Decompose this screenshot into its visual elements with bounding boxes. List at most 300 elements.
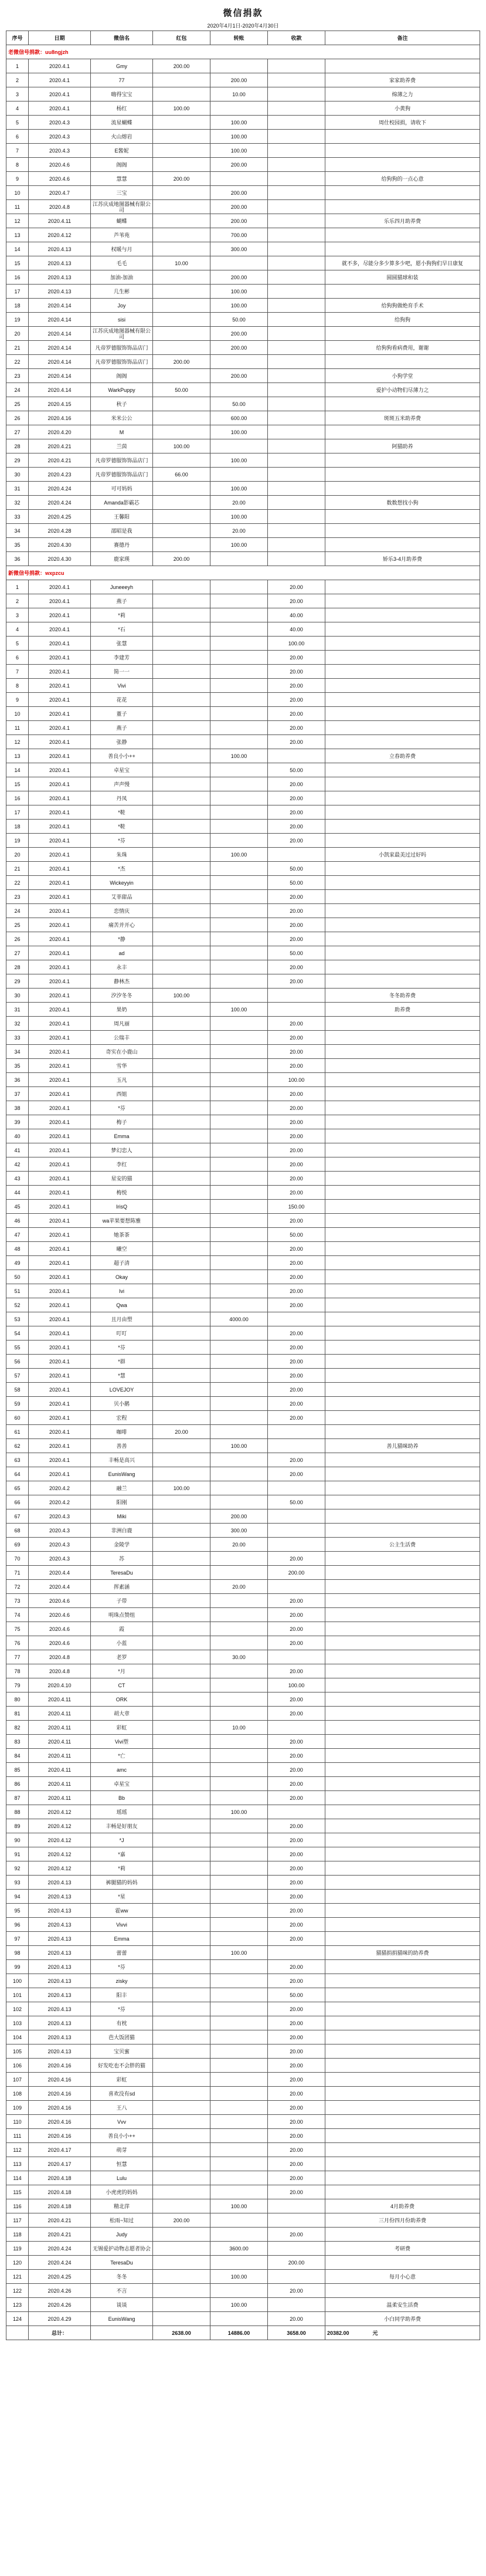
cell-index: 17 bbox=[6, 805, 29, 820]
table-row bbox=[6, 2115, 480, 2129]
cell-note: 小黄狗 bbox=[325, 101, 480, 116]
cell-wechat-name: 邵昭是我 bbox=[91, 524, 153, 538]
table-row bbox=[6, 1664, 480, 1678]
cell-index: 32 bbox=[6, 1017, 29, 1031]
cell-payment bbox=[268, 341, 325, 355]
cell-wechat-name: 周凡丽 bbox=[91, 1017, 153, 1031]
table-row bbox=[6, 468, 480, 482]
cell-payment bbox=[268, 1003, 325, 1017]
cell-note bbox=[325, 735, 480, 749]
cell-note bbox=[325, 1988, 480, 2002]
cell-wechat-name: 赛德丹 bbox=[91, 538, 153, 552]
cell-index: 10 bbox=[6, 707, 29, 721]
cell-wechat-name: IrisQ bbox=[91, 1200, 153, 1214]
cell-red-packet bbox=[153, 1129, 210, 1143]
table-row bbox=[6, 2312, 480, 2326]
cell-note bbox=[325, 1326, 480, 1341]
cell-index: 57 bbox=[6, 1369, 29, 1383]
cell-index: 46 bbox=[6, 1214, 29, 1228]
cell-red-packet bbox=[153, 2185, 210, 2199]
table-row bbox=[6, 411, 480, 425]
cell-payment: 50.00 bbox=[268, 1228, 325, 1242]
cell-payment: 20.00 bbox=[268, 2129, 325, 2143]
cell-note bbox=[325, 1242, 480, 1256]
cell-index: 124 bbox=[6, 2312, 29, 2326]
cell-note bbox=[325, 651, 480, 665]
cell-date: 2020.4.1 bbox=[29, 1157, 91, 1172]
cell-transfer bbox=[210, 1749, 268, 1763]
cell-note: 给狗狗的一点心意 bbox=[325, 172, 480, 186]
cell-transfer: 100.00 bbox=[210, 1805, 268, 1819]
cell-wechat-name: 萌芽 bbox=[91, 2143, 153, 2157]
cell-payment: 20.00 bbox=[268, 2101, 325, 2115]
cell-note bbox=[325, 130, 480, 144]
cell-wechat-name: 阁阁 bbox=[91, 369, 153, 383]
cell-payment bbox=[268, 552, 325, 566]
table-row bbox=[6, 1312, 480, 1326]
cell-transfer: 200.00 bbox=[210, 158, 268, 172]
cell-payment: 20.00 bbox=[268, 1143, 325, 1157]
cell-red-packet bbox=[153, 1524, 210, 1538]
cell-payment: 20.00 bbox=[268, 735, 325, 749]
cell-note bbox=[325, 1411, 480, 1425]
cell-note bbox=[325, 285, 480, 299]
cell-red-packet bbox=[153, 1721, 210, 1735]
cell-wechat-name: CT bbox=[91, 1678, 153, 1692]
cell-date: 2020.4.14 bbox=[29, 369, 91, 383]
table-row bbox=[6, 1819, 480, 1833]
cell-payment: 20.00 bbox=[268, 1397, 325, 1411]
cell-wechat-name: 卓星宝 bbox=[91, 1777, 153, 1791]
cell-date: 2020.4.13 bbox=[29, 2044, 91, 2059]
cell-note bbox=[325, 974, 480, 989]
table-row bbox=[6, 848, 480, 862]
cell-red-packet bbox=[153, 721, 210, 735]
table-row bbox=[6, 1988, 480, 2002]
cell-wechat-name: 几生彬 bbox=[91, 285, 153, 299]
cell-transfer bbox=[210, 580, 268, 594]
cell-date: 2020.4.2 bbox=[29, 1481, 91, 1495]
cell-red-packet bbox=[153, 313, 210, 327]
cell-red-packet bbox=[153, 1594, 210, 1608]
cell-transfer bbox=[210, 101, 268, 116]
cell-date: 2020.4.1 bbox=[29, 1284, 91, 1298]
cell-index: 29 bbox=[6, 453, 29, 468]
table-row bbox=[6, 1721, 480, 1735]
cell-date: 2020.4.13 bbox=[29, 1946, 91, 1960]
cell-red-packet bbox=[153, 1847, 210, 1861]
cell-index: 80 bbox=[6, 1692, 29, 1707]
table-row bbox=[6, 1073, 480, 1087]
cell-date: 2020.4.14 bbox=[29, 327, 91, 341]
cell-payment bbox=[268, 1721, 325, 1735]
cell-payment: 20.00 bbox=[268, 2143, 325, 2157]
cell-note: 娇乐3-4月助养费 bbox=[325, 552, 480, 566]
cell-index: 120 bbox=[6, 2256, 29, 2270]
cell-wechat-name: 霞 bbox=[91, 1622, 153, 1636]
cell-index: 93 bbox=[6, 1876, 29, 1890]
cell-payment: 20.00 bbox=[268, 1101, 325, 1115]
cell-transfer bbox=[210, 763, 268, 777]
cell-payment: 20.00 bbox=[268, 1918, 325, 1932]
cell-wechat-name: Joy bbox=[91, 299, 153, 313]
cell-payment: 20.00 bbox=[268, 1411, 325, 1425]
cell-red-packet bbox=[153, 2143, 210, 2157]
cell-payment: 20.00 bbox=[268, 1115, 325, 1129]
cell-index: 21 bbox=[6, 341, 29, 355]
cell-date: 2020.4.4 bbox=[29, 1566, 91, 1580]
cell-payment: 20.00 bbox=[268, 1383, 325, 1397]
cell-note bbox=[325, 763, 480, 777]
cell-note bbox=[325, 721, 480, 735]
cell-transfer bbox=[210, 989, 268, 1003]
table-row bbox=[6, 651, 480, 665]
cell-note: 善儿猫咪助养 bbox=[325, 1439, 480, 1453]
cell-wechat-name: 宏程 bbox=[91, 1411, 153, 1425]
cell-payment: 100.00 bbox=[268, 1678, 325, 1692]
cell-date: 2020.4.1 bbox=[29, 1200, 91, 1214]
cell-transfer bbox=[210, 2129, 268, 2143]
cell-note bbox=[325, 1664, 480, 1678]
cell-date: 2020.4.16 bbox=[29, 2101, 91, 2115]
table-row bbox=[6, 1453, 480, 1467]
cell-payment: 100.00 bbox=[268, 637, 325, 651]
cell-date: 2020.4.11 bbox=[29, 1763, 91, 1777]
cell-payment: 20.00 bbox=[268, 2059, 325, 2073]
table-row bbox=[6, 2199, 480, 2213]
cell-note bbox=[325, 1284, 480, 1298]
cell-transfer bbox=[210, 2002, 268, 2016]
cell-date: 2020.4.26 bbox=[29, 2298, 91, 2312]
cell-note bbox=[325, 2030, 480, 2044]
cell-payment: 20.00 bbox=[268, 594, 325, 608]
table-row bbox=[6, 2101, 480, 2115]
cell-wechat-name: 凡帝罗德服饰饰品店门 bbox=[91, 355, 153, 369]
cell-note: 绵薄之力 bbox=[325, 87, 480, 101]
cell-red-packet bbox=[153, 2242, 210, 2256]
cell-transfer bbox=[210, 1692, 268, 1707]
cell-note bbox=[325, 1059, 480, 1073]
cell-red-packet bbox=[153, 2016, 210, 2030]
table-row bbox=[6, 2044, 480, 2059]
cell-note bbox=[325, 1200, 480, 1214]
cell-date: 2020.4.1 bbox=[29, 777, 91, 791]
cell-date: 2020.4.23 bbox=[29, 468, 91, 482]
cell-date: 2020.4.1 bbox=[29, 1115, 91, 1129]
cell-red-packet bbox=[153, 974, 210, 989]
cell-payment: 20.00 bbox=[268, 721, 325, 735]
cell-index: 14 bbox=[6, 763, 29, 777]
table-row bbox=[6, 1031, 480, 1045]
cell-transfer: 100.00 bbox=[210, 510, 268, 524]
total-payment: 3658.00 bbox=[268, 2326, 325, 2340]
cell-date: 2020.4.24 bbox=[29, 2242, 91, 2256]
table-row bbox=[6, 228, 480, 242]
cell-red-packet bbox=[153, 1186, 210, 1200]
cell-wechat-name: 松雨~知过 bbox=[91, 2213, 153, 2228]
cell-transfer bbox=[210, 918, 268, 932]
cell-note bbox=[325, 186, 480, 200]
cell-date: 2020.4.1 bbox=[29, 1369, 91, 1383]
cell-index: 90 bbox=[6, 1833, 29, 1847]
cell-index: 50 bbox=[6, 1270, 29, 1284]
cell-payment bbox=[268, 411, 325, 425]
table-row bbox=[6, 1735, 480, 1749]
cell-red-packet bbox=[153, 763, 210, 777]
cell-payment: 20.00 bbox=[268, 1777, 325, 1791]
cell-index: 24 bbox=[6, 904, 29, 918]
cell-transfer bbox=[210, 1228, 268, 1242]
cell-note bbox=[325, 482, 480, 496]
cell-red-packet bbox=[153, 2087, 210, 2101]
cell-index: 13 bbox=[6, 749, 29, 763]
cell-index: 110 bbox=[6, 2115, 29, 2129]
cell-transfer bbox=[210, 1467, 268, 1481]
cell-red-packet bbox=[153, 2199, 210, 2213]
cell-note bbox=[325, 1524, 480, 1538]
cell-note bbox=[325, 580, 480, 594]
cell-date: 2020.4.1 bbox=[29, 1270, 91, 1284]
cell-red-packet bbox=[153, 1622, 210, 1636]
cell-note bbox=[325, 144, 480, 158]
cell-note bbox=[325, 1481, 480, 1495]
cell-transfer bbox=[210, 2101, 268, 2115]
cell-index: 36 bbox=[6, 552, 29, 566]
cell-red-packet bbox=[153, 1298, 210, 1312]
cell-wechat-name: Lulu bbox=[91, 2171, 153, 2185]
cell-index: 114 bbox=[6, 2171, 29, 2185]
table-row bbox=[6, 707, 480, 721]
cell-index: 96 bbox=[6, 1918, 29, 1932]
table-row bbox=[6, 1861, 480, 1876]
cell-note bbox=[325, 805, 480, 820]
cell-transfer bbox=[210, 1608, 268, 1622]
cell-note: 立春助养费 bbox=[325, 749, 480, 763]
cell-wechat-name: Emma bbox=[91, 1932, 153, 1946]
cell-date: 2020.4.1 bbox=[29, 904, 91, 918]
cell-wechat-name: 卓星宝 bbox=[91, 763, 153, 777]
cell-transfer bbox=[210, 2256, 268, 2270]
cell-index: 1 bbox=[6, 59, 29, 73]
cell-note bbox=[325, 1157, 480, 1172]
cell-wechat-name: sisi bbox=[91, 313, 153, 327]
cell-payment: 20.00 bbox=[268, 1960, 325, 1974]
cell-note bbox=[325, 1608, 480, 1622]
table-row bbox=[6, 1777, 480, 1791]
table-row bbox=[6, 397, 480, 411]
cell-date: 2020.4.1 bbox=[29, 580, 91, 594]
cell-red-packet bbox=[153, 1988, 210, 2002]
cell-date: 2020.4.1 bbox=[29, 73, 91, 87]
cell-date: 2020.4.1 bbox=[29, 805, 91, 820]
cell-payment: 20.00 bbox=[268, 1974, 325, 1988]
cell-wechat-name: wa苹果要想陈雅 bbox=[91, 1214, 153, 1228]
cell-red-packet bbox=[153, 1284, 210, 1298]
cell-date: 2020.4.15 bbox=[29, 397, 91, 411]
cell-wechat-name: *芬 bbox=[91, 1960, 153, 1974]
cell-date: 2020.4.12 bbox=[29, 1805, 91, 1819]
table-row bbox=[6, 1763, 480, 1777]
cell-payment bbox=[268, 228, 325, 242]
cell-red-packet bbox=[153, 1312, 210, 1326]
cell-date: 2020.4.11 bbox=[29, 1692, 91, 1707]
cell-red-packet bbox=[153, 327, 210, 341]
cell-note bbox=[325, 2171, 480, 2185]
cell-date: 2020.4.11 bbox=[29, 1791, 91, 1805]
cell-transfer bbox=[210, 904, 268, 918]
cell-payment: 20.00 bbox=[268, 1692, 325, 1707]
col-header-wechat-name: 微信名 bbox=[91, 31, 153, 45]
cell-note: 猫猫捐捐猫咪的助养费 bbox=[325, 1946, 480, 1960]
cell-index: 14 bbox=[6, 242, 29, 256]
table-row bbox=[6, 834, 480, 848]
cell-note bbox=[325, 2087, 480, 2101]
cell-transfer: 100.00 bbox=[210, 2199, 268, 2213]
table-row bbox=[6, 1552, 480, 1566]
cell-transfer: 100.00 bbox=[210, 299, 268, 313]
cell-transfer: 100.00 bbox=[210, 1946, 268, 1960]
cell-index: 40 bbox=[6, 1129, 29, 1143]
cell-date: 2020.4.8 bbox=[29, 1664, 91, 1678]
cell-index: 30 bbox=[6, 468, 29, 482]
totals-row bbox=[6, 2326, 480, 2340]
cell-date: 2020.4.3 bbox=[29, 1509, 91, 1524]
cell-wechat-name: Wickeyyin bbox=[91, 876, 153, 890]
cell-index: 2 bbox=[6, 73, 29, 87]
section-old-account-label: 老微信号捐款：uu8ngjzh bbox=[6, 45, 480, 59]
cell-payment bbox=[268, 524, 325, 538]
cell-wechat-name: *星 bbox=[91, 1890, 153, 1904]
cell-index: 3 bbox=[6, 608, 29, 622]
cell-red-packet bbox=[153, 1242, 210, 1256]
table-row bbox=[6, 496, 480, 510]
cell-transfer bbox=[210, 1678, 268, 1692]
cell-note bbox=[325, 228, 480, 242]
cell-red-packet bbox=[153, 1228, 210, 1242]
cell-note: 每月小心意 bbox=[325, 2270, 480, 2284]
cell-index: 33 bbox=[6, 1031, 29, 1045]
cell-index: 81 bbox=[6, 1707, 29, 1721]
cell-date: 2020.4.16 bbox=[29, 2115, 91, 2129]
cell-note bbox=[325, 2059, 480, 2073]
cell-transfer bbox=[210, 2228, 268, 2242]
cell-note bbox=[325, 679, 480, 693]
table-row bbox=[6, 1594, 480, 1608]
table-row bbox=[6, 2002, 480, 2016]
cell-transfer bbox=[210, 1495, 268, 1509]
cell-note bbox=[325, 1552, 480, 1566]
cell-payment: 20.00 bbox=[268, 1087, 325, 1101]
cell-date: 2020.4.1 bbox=[29, 876, 91, 890]
cell-index: 2 bbox=[6, 594, 29, 608]
cell-transfer bbox=[210, 2143, 268, 2157]
cell-note: 小凯家最美过过好吗 bbox=[325, 848, 480, 862]
cell-index: 84 bbox=[6, 1749, 29, 1763]
table-row bbox=[6, 510, 480, 524]
cell-red-packet bbox=[153, 2115, 210, 2129]
cell-date: 2020.4.1 bbox=[29, 1186, 91, 1200]
cell-date: 2020.4.1 bbox=[29, 1045, 91, 1059]
table-row bbox=[6, 1876, 480, 1890]
cell-date: 2020.4.11 bbox=[29, 1735, 91, 1749]
cell-payment: 20.00 bbox=[268, 1214, 325, 1228]
cell-date: 2020.4.1 bbox=[29, 721, 91, 735]
table-row bbox=[6, 1932, 480, 1946]
cell-index: 54 bbox=[6, 1326, 29, 1341]
cell-date: 2020.4.13 bbox=[29, 2016, 91, 2030]
cell-transfer bbox=[210, 2115, 268, 2129]
cell-transfer: 300.00 bbox=[210, 242, 268, 256]
cell-note bbox=[325, 2157, 480, 2171]
cell-payment: 20.00 bbox=[268, 693, 325, 707]
table-row bbox=[6, 1397, 480, 1411]
cell-wechat-name: *鞋 bbox=[91, 820, 153, 834]
cell-red-packet bbox=[153, 214, 210, 228]
cell-index: 32 bbox=[6, 496, 29, 510]
cell-red-packet bbox=[153, 1890, 210, 1904]
cell-wechat-name: 叮叮 bbox=[91, 1326, 153, 1341]
cell-note bbox=[325, 1721, 480, 1735]
cell-transfer: 4000.00 bbox=[210, 1312, 268, 1326]
cell-wechat-name: 奇实在小鹿山 bbox=[91, 1045, 153, 1059]
table-row bbox=[6, 285, 480, 299]
cell-date: 2020.4.10 bbox=[29, 1678, 91, 1692]
cell-wechat-name: *静 bbox=[91, 932, 153, 946]
cell-red-packet bbox=[153, 1495, 210, 1509]
cell-date: 2020.4.6 bbox=[29, 1622, 91, 1636]
cell-payment: 20.00 bbox=[268, 834, 325, 848]
cell-transfer bbox=[210, 2030, 268, 2044]
cell-wechat-name: 丹凤 bbox=[91, 791, 153, 805]
cell-wechat-name: *J bbox=[91, 1833, 153, 1847]
cell-wechat-name: 可可妈妈 bbox=[91, 482, 153, 496]
cell-date: 2020.4.1 bbox=[29, 974, 91, 989]
cell-wechat-name: 杨红 bbox=[91, 101, 153, 116]
cell-index: 119 bbox=[6, 2242, 29, 2256]
cell-note: 爱护小动物们尽薄力之 bbox=[325, 383, 480, 397]
cell-wechat-name: 花花 bbox=[91, 693, 153, 707]
cell-red-packet bbox=[153, 2002, 210, 2016]
cell-date: 2020.4.16 bbox=[29, 2129, 91, 2143]
cell-index: 51 bbox=[6, 1284, 29, 1298]
cell-wechat-name: EunisWang bbox=[91, 1467, 153, 1481]
cell-red-packet bbox=[153, 2101, 210, 2115]
cell-note bbox=[325, 1819, 480, 1833]
cell-payment: 20.00 bbox=[268, 1833, 325, 1847]
cell-date: 2020.4.1 bbox=[29, 1341, 91, 1355]
cell-wechat-name: 超子清 bbox=[91, 1256, 153, 1270]
cell-index: 111 bbox=[6, 2129, 29, 2143]
cell-wechat-name: ORK bbox=[91, 1692, 153, 1707]
cell-red-packet bbox=[153, 186, 210, 200]
cell-wechat-name: Ivi bbox=[91, 1284, 153, 1298]
cell-date: 2020.4.1 bbox=[29, 1425, 91, 1439]
cell-index: 69 bbox=[6, 1538, 29, 1552]
cell-red-packet: 100.00 bbox=[153, 439, 210, 453]
cell-note bbox=[325, 834, 480, 848]
table-row bbox=[6, 552, 480, 566]
table-row bbox=[6, 820, 480, 834]
table-row bbox=[6, 1509, 480, 1524]
cell-payment: 20.00 bbox=[268, 932, 325, 946]
table-row bbox=[6, 1580, 480, 1594]
cell-transfer bbox=[210, 2044, 268, 2059]
cell-wechat-name: Vivi塑 bbox=[91, 1735, 153, 1749]
cell-red-packet bbox=[153, 862, 210, 876]
cell-transfer bbox=[210, 651, 268, 665]
table-row bbox=[6, 2185, 480, 2199]
cell-payment: 20.00 bbox=[268, 1552, 325, 1566]
